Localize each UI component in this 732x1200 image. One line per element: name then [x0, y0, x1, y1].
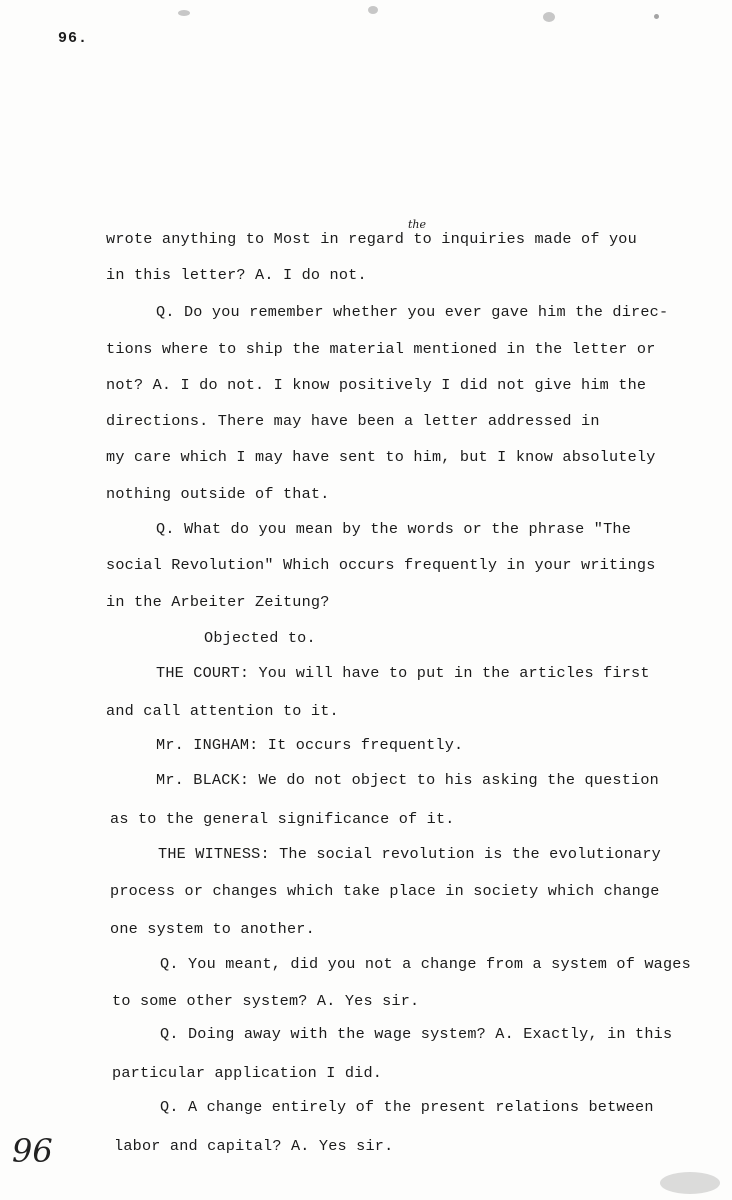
text-line: as to the general significance of it. — [110, 810, 455, 828]
smudge-mark — [368, 6, 378, 14]
text-line: and call attention to it. — [106, 702, 339, 720]
handwritten-page-number: 96 — [12, 1132, 53, 1170]
text-line: nothing outside of that. — [106, 485, 330, 503]
text-line: Q. Doing away with the wage system? A. Exactly, in this — [160, 1025, 673, 1043]
text-line: in this letter? A. I do not. — [106, 266, 367, 284]
text-line: THE WITNESS: The social revolution is the evolutionary — [158, 845, 661, 863]
text-line: one system to another. — [110, 920, 315, 938]
text-line: in the Arbeiter Zeitung? — [106, 593, 330, 611]
text-line: to some other system? A. Yes sir. — [112, 992, 420, 1010]
text-line: tions where to ship the material mentioned in the letter or — [106, 340, 656, 358]
text-line: labor and capital? A. Yes sir. — [114, 1137, 394, 1155]
smudge-mark — [660, 1172, 720, 1194]
text-line: Q. Do you remember whether you ever gave him the direc- — [156, 303, 669, 321]
text-line: Objected to. — [204, 629, 316, 647]
text-line: Q. You meant, did you not a change from a system of wages — [160, 955, 691, 973]
text-line: Mr. BLACK: We do not object to his asking the question — [156, 771, 659, 789]
text-line: process or changes which take place in society which change — [110, 882, 660, 900]
text-line: Mr. INGHAM: It occurs frequently. — [156, 736, 464, 754]
text-line: THE COURT: You will have to put in the articles first — [156, 664, 650, 682]
text-line: directions. There may have been a letter addressed in — [106, 412, 600, 430]
text-line: wrote anything to Most in regard to inquiries made of you — [106, 230, 637, 248]
text-line: my care which I may have sent to him, but I know absolutely — [106, 448, 656, 466]
text-line: particular application I did. — [112, 1064, 383, 1082]
smudge-mark — [654, 14, 659, 19]
text-line: Q. A change entirely of the present relations between — [160, 1098, 654, 1116]
text-line: social Revolution" Which occurs frequently in your writings — [106, 556, 656, 574]
smudge-mark — [178, 10, 190, 16]
handwritten-insert: the — [408, 218, 427, 231]
page-number: 96. — [58, 30, 89, 47]
text-line: Q. What do you mean by the words or the phrase "The — [156, 520, 632, 538]
smudge-mark — [543, 12, 555, 22]
text-line: not? A. I do not. I know positively I did not give him the — [106, 376, 647, 394]
